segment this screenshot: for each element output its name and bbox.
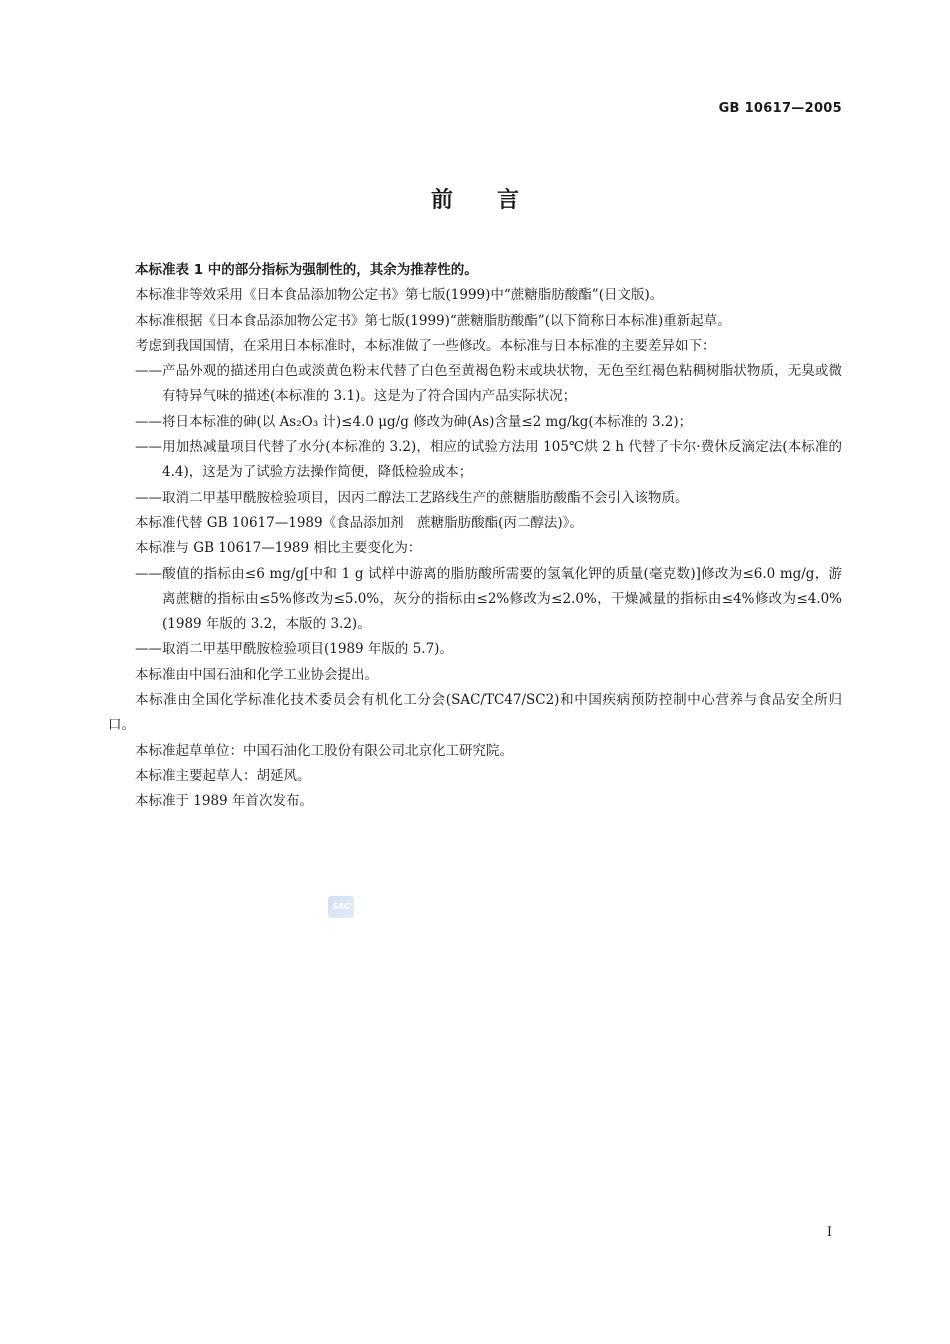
- dash-list-item: ——取消二甲基甲酰胺检验项目(1989 年版的 5.7)。: [135, 641, 453, 658]
- paragraph: 本标准代替 GB 10617—1989《食品添加剂 蔗糖脂肪酸酯(丙二醇法)》。: [135, 514, 583, 531]
- paragraph: 本标准由全国化学标准化技术委员会有机化工分会(SAC/TC47/SC2)和中国疾病预防控制中心营养与食品安全所归口。: [108, 692, 842, 734]
- page-number: I: [826, 1225, 832, 1240]
- dash-list-item: ——产品外观的描述用白色或淡黄色粉末代替了白色至黄褐色粉末或块状物，无色至红褐色粘稠树脂状物质，无臭或微有特异气味的描述(本标准的 3.1)。这是为了符合国内产品实际状况；: [135, 363, 842, 405]
- dash-list-item: ——用加热减量项目代替了水分(本标准的 3.2)，相应的试验方法用 105℃烘 2 h 代替了卡尔·费休反滴定法(本标准的 4.4)，这是为了试验方法操作简便，降低检验成本；: [135, 439, 842, 481]
- sac-watermark-logo: SAC: [328, 896, 354, 918]
- title-char-2: 言: [497, 188, 520, 213]
- paragraph: 本标准由中国石油和化学工业协会提出。: [135, 666, 378, 683]
- paragraph: 本标准起草单位：中国石油化工股份有限公司北京化工研究院。: [135, 742, 513, 759]
- page-title: [0, 183, 950, 214]
- dash-list-item: ——酸值的指标由≤6 mg/g[中和 1 g 试样中游离的脂肪酸所需要的氢氧化钾的质量(毫克数)]修改为≤6.0 mg/g，游离蔗糖的指标由≤5%修改为≤5.0%，灰分的指标由≤2%修改为≤2.0%，干燥减量的指标由≤4%修改为≤4.0%(1989 年版的 3.2，本版的 3.2)。: [135, 565, 842, 633]
- standard-number: GB 10617—2005: [718, 101, 842, 116]
- paragraph: 本标准非等效采用《日本食品添加物公定书》第七版(1999)中“蔗糖脂肪酸酯”(日文版)。: [135, 287, 664, 304]
- paragraph: 本标准表 1 中的部分指标为强制性的，其余为推荐性的。: [135, 262, 478, 278]
- paragraph: 本标准于 1989 年首次发布。: [135, 793, 313, 810]
- paragraph: 考虑到我国国情，在采用日本标准时，本标准做了一些修改。本标准与日本标准的主要差异如下：: [135, 337, 716, 354]
- paragraph: 本标准主要起草人：胡延风。: [135, 767, 311, 784]
- foreword-body: [108, 258, 842, 815]
- dash-list-item: ——取消二甲基甲酰胺检验项目，因丙二醇法工艺路线生产的蔗糖脂肪酸酯不会引入该物质。: [135, 489, 689, 506]
- title-char-1: 前: [430, 188, 453, 213]
- paragraph: 本标准根据《日本食品添加物公定书》第七版(1999)“蔗糖脂肪酸酯”(以下简称日本标准)重新起草。: [135, 312, 731, 329]
- dash-list-item: ——将日本标准的砷(以 As₂O₃ 计)≤4.0 μg/g 修改为砷(As)含量≤2 mg/kg(本标准的 3.2)；: [135, 413, 693, 430]
- paragraph: 本标准与 GB 10617—1989 相比主要变化为：: [135, 540, 422, 557]
